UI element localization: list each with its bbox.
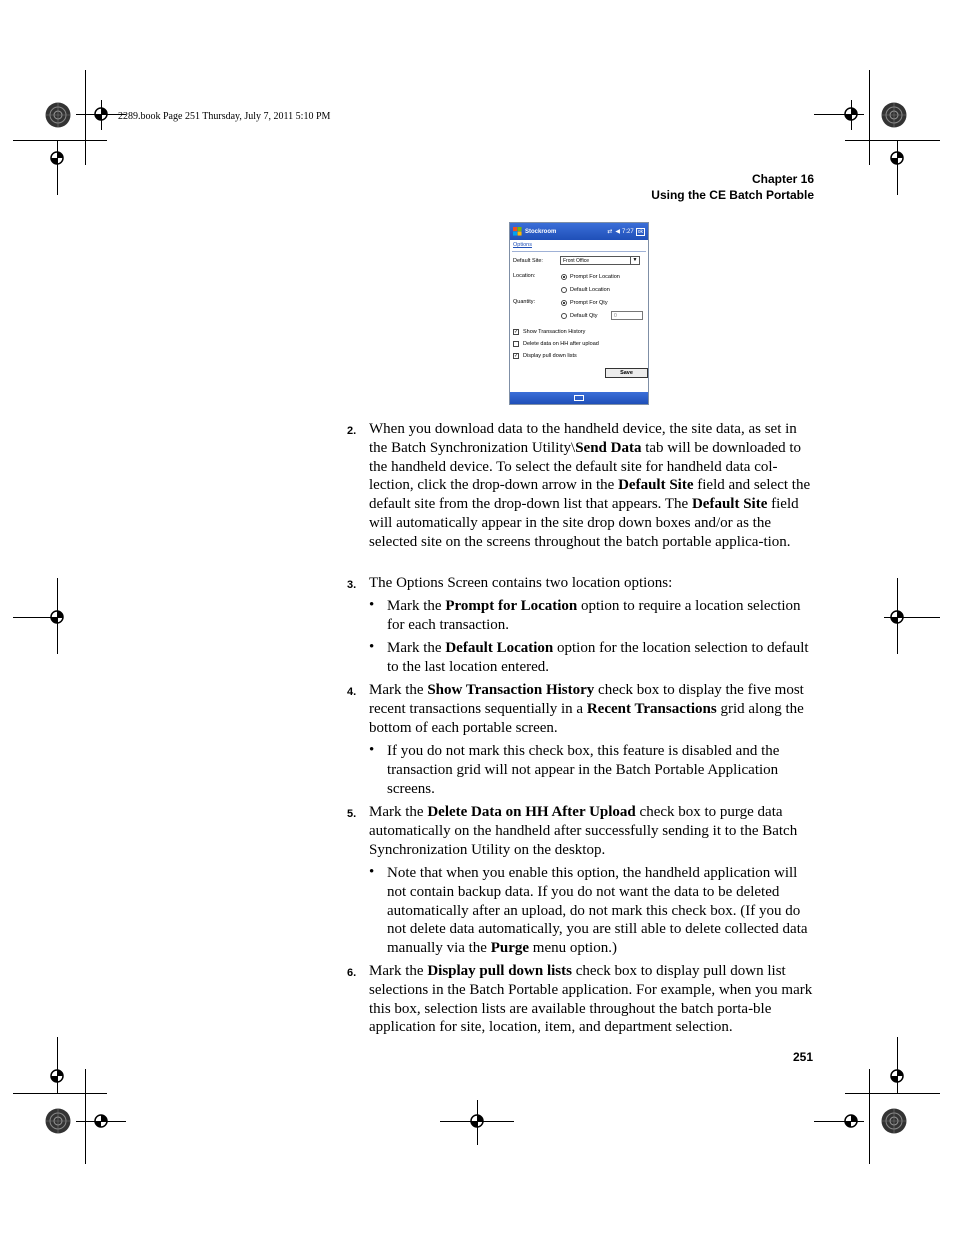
bullet: • [369, 742, 375, 758]
prompt-location-label: Prompt For Location [570, 274, 620, 280]
registration-crosshair-icon [47, 607, 67, 627]
registration-crosshair-icon [841, 1111, 861, 1131]
step-5-text: Mark the Delete Data on HH After Upload check box to purge data automatically on the handheld after successfully sending it to the Batch Synchronization Utility on the desktop. [369, 804, 798, 858]
color-rosette-icon [881, 1108, 907, 1134]
registration-crosshair-icon [91, 1111, 111, 1131]
device-title: Stockroom [525, 228, 557, 235]
step-number: 3. [347, 579, 357, 591]
default-qty-input[interactable]: 0 [611, 311, 643, 320]
pull-down-lists-label: Display pull down lists [523, 353, 577, 359]
location-label: Location: [513, 273, 536, 279]
step-number: 4. [347, 686, 357, 698]
volume-icon: ◀ [615, 229, 621, 235]
bullet: • [369, 597, 375, 613]
default-site-value: Front Office [563, 258, 590, 264]
chevron-down-icon[interactable]: ▼ [630, 257, 639, 264]
bullet: • [369, 864, 375, 880]
registration-crosshair-icon [887, 1066, 907, 1086]
device-menu-bar [510, 392, 648, 404]
connectivity-icon: ⇄ [607, 229, 613, 235]
prompt-location-radio[interactable] [561, 274, 567, 280]
color-rosette-icon [881, 102, 907, 128]
step-4-bullet: If you do not mark this check box, this feature is disabled and the transaction grid will not appear in the Batch Portable Application screens. [387, 743, 780, 797]
default-location-radio[interactable] [561, 287, 567, 293]
print-slug: 2289.book Page 251 Thursday, July 7, 2011 5:10 PM [118, 111, 331, 122]
registration-crosshair-icon [467, 1111, 487, 1131]
chapter-header: Chapter 16 [751, 172, 814, 186]
step-2-text: When you download data to the handheld device, the site data, as set in the Batch Synchronization Utility\Send Data tab will be downloaded to the handheld device. To select the default site for handheld data col-lection, click the drop-down arrow in the Default Site field and select the default site from the drop-down list that appears. The Default Site field will automatically appear in the site drop down boxes and/or as the selected site on the screens throughout the batch portable applica-tion. [369, 421, 811, 550]
keyboard-icon[interactable] [574, 395, 584, 401]
step-5-bullet: Note that when you enable this option, the handheld application will not contain backup data. If you do not want the data to be deleted automatically after an upload, do not mark this check box. (If you do not delete data automatically, you are still able to delete collected data manually via the Purge menu option.) [387, 865, 808, 957]
step-number: 6. [347, 967, 357, 979]
prompt-qty-radio[interactable] [561, 300, 567, 306]
registration-crosshair-icon [887, 148, 907, 168]
device-options-screenshot [509, 222, 649, 405]
default-qty-radio[interactable] [561, 313, 567, 319]
windows-start-icon [513, 227, 522, 236]
delete-after-upload-checkbox[interactable] [513, 341, 519, 347]
registration-crosshair-icon [887, 607, 907, 627]
step-4-text: Mark the Show Transaction History check box to display the five most recent transactions sequentially in a Recent Transactions grid along the bottom of each portable screen. [369, 682, 804, 736]
save-button[interactable]: Save [605, 368, 648, 378]
registration-crosshair-icon [47, 148, 67, 168]
show-history-checkbox[interactable]: ✓ [514, 329, 519, 335]
device-clock: 7:27 [622, 228, 634, 235]
quantity-label: Quantity: [513, 299, 536, 305]
divider [512, 251, 646, 252]
color-rosette-icon [45, 1108, 71, 1134]
registration-crosshair-icon [841, 104, 861, 124]
ok-button[interactable]: ok [637, 228, 643, 235]
registration-crosshair-icon [47, 1066, 67, 1086]
step-number: 5. [347, 808, 357, 820]
bullet: • [369, 639, 375, 655]
default-qty-label: Default Qty [570, 313, 598, 319]
device-title-bar [510, 223, 648, 240]
registration-crosshair-icon [91, 104, 111, 124]
section-header: Using the CE Batch Portable [651, 188, 814, 202]
default-site-label: Default Site: [513, 258, 543, 264]
page-number: 251 [793, 1050, 814, 1064]
default-location-label: Default Location [570, 287, 610, 293]
default-site-dropdown[interactable] [560, 256, 640, 265]
color-rosette-icon [45, 102, 71, 128]
options-tab[interactable]: Options [513, 242, 532, 248]
pull-down-lists-checkbox[interactable]: ✓ [514, 353, 519, 359]
step-3-bullet-2: Mark the Default Location option for the location selection to default to the last location entered. [387, 640, 809, 675]
step-3-text: The Options Screen contains two location options: [369, 575, 673, 591]
delete-after-upload-label: Delete data on HH after upload [523, 341, 599, 347]
show-history-label: Show Transaction History [523, 329, 586, 335]
step-number: 2. [347, 425, 357, 437]
prompt-qty-label: Prompt For Qty [570, 300, 608, 306]
step-3-bullet-1: Mark the Prompt for Location option to require a location selection for each transaction. [387, 598, 801, 633]
step-6-text: Mark the Display pull down lists check box to display pull down list selections in the Batch Portable application. For example, when you mark this box, selection lists are available throughout the batch porta-ble application for site, location, item, and department selection. [369, 963, 813, 1036]
